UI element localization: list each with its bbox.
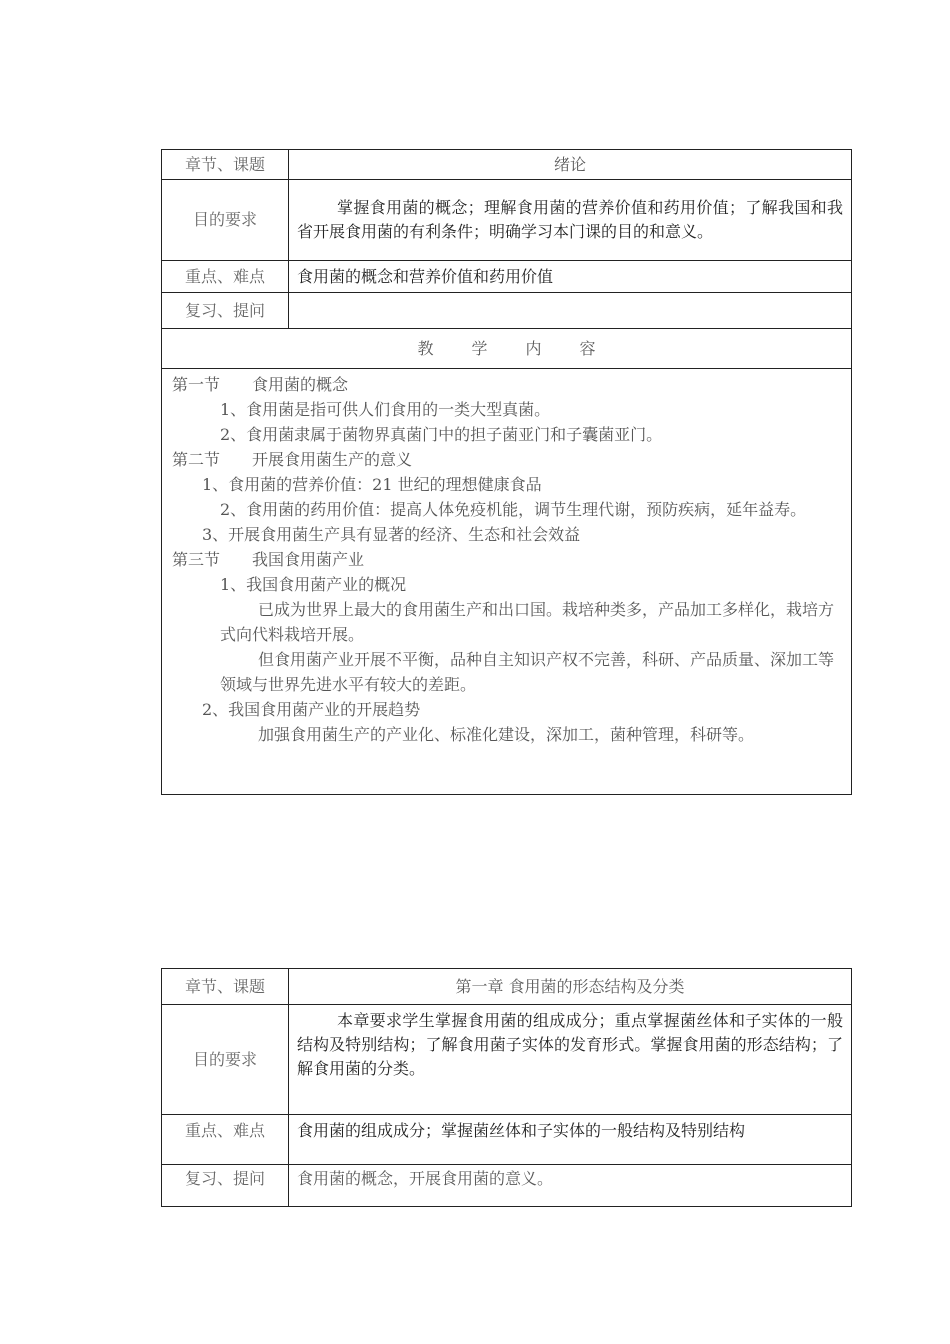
key-value: 食用菌的概念和营养价值和药用价值 (289, 261, 852, 293)
content-item: 2、我国食用菌产业的开展趋势 (202, 700, 421, 719)
key-value: 食用菌的组成成分；掌握菌丝体和子实体的一般结构及特别结构 (289, 1115, 852, 1165)
label-goal: 目的要求 (162, 1005, 289, 1115)
content-paragraph: 加强食用菌生产的产业化、标准化建设，深加工，菌种管理，科研等。 (258, 725, 755, 744)
label-review: 复习、提问 (162, 293, 289, 329)
section-heading: 第一节 食用菌的概念 (172, 375, 349, 394)
label-key: 重点、难点 (162, 261, 289, 293)
teaching-content (162, 369, 852, 795)
content-header: 教学内容 (162, 329, 852, 369)
review-value: 食用菌的概念，开展食用菌的意义。 (289, 1165, 852, 1207)
label-review: 复习、提问 (162, 1165, 289, 1207)
review-value (289, 293, 852, 329)
content-item: 1、食用菌是指可供人们食用的一类大型真菌。 (220, 400, 551, 419)
lesson-table-chapter1 (161, 968, 852, 1207)
label-topic: 章节、课题 (162, 150, 289, 180)
content-item: 1、食用菌的营养价值：21 世纪的理想健康食品 (202, 475, 542, 494)
topic-value: 第一章 食用菌的形态结构及分类 (289, 969, 852, 1005)
label-key: 重点、难点 (162, 1115, 289, 1165)
topic-value: 绪论 (289, 150, 852, 180)
content-item: 1、我国食用菌产业的概况 (220, 575, 407, 594)
goal-value: 掌握食用菌的概念；理解食用菌的营养价值和药用价值；了解我国和我省开展食用菌的有利条件；明确学习本门课的目的和意义。 (289, 180, 852, 261)
content-paragraph: 但食用菌产业开展不平衡，品种自主知识产权不完善，科研、产品质量、深加工等领域与世界先进水平有较大的差距。 (220, 650, 835, 694)
content-item: 3、开展食用菌生产具有显著的经济、生态和社会效益 (202, 525, 581, 544)
goal-value: 本章要求学生掌握食用菌的组成成分；重点掌握菌丝体和子实体的一般结构及特别结构；了解食用菌子实体的发育形式。掌握食用菌的形态结构；了解食用菌的分类。 (289, 1005, 852, 1115)
section-heading: 第二节 开展食用菌生产的意义 (172, 450, 413, 469)
content-item: 2、食用菌的药用价值：提高人体免疫机能，调节生理代谢，预防疾病，延年益寿。 (220, 500, 807, 519)
content-paragraph: 已成为世界上最大的食用菌生产和出口国。栽培种类多，产品加工多样化，栽培方式向代料栽培开展。 (220, 600, 835, 644)
section-heading: 第三节 我国食用菌产业 (172, 550, 365, 569)
content-item: 2、食用菌隶属于菌物界真菌门中的担子菌亚门和子囊菌亚门。 (220, 425, 663, 444)
lesson-table-intro (161, 149, 852, 795)
label-topic: 章节、课题 (162, 969, 289, 1005)
label-goal: 目的要求 (162, 180, 289, 261)
